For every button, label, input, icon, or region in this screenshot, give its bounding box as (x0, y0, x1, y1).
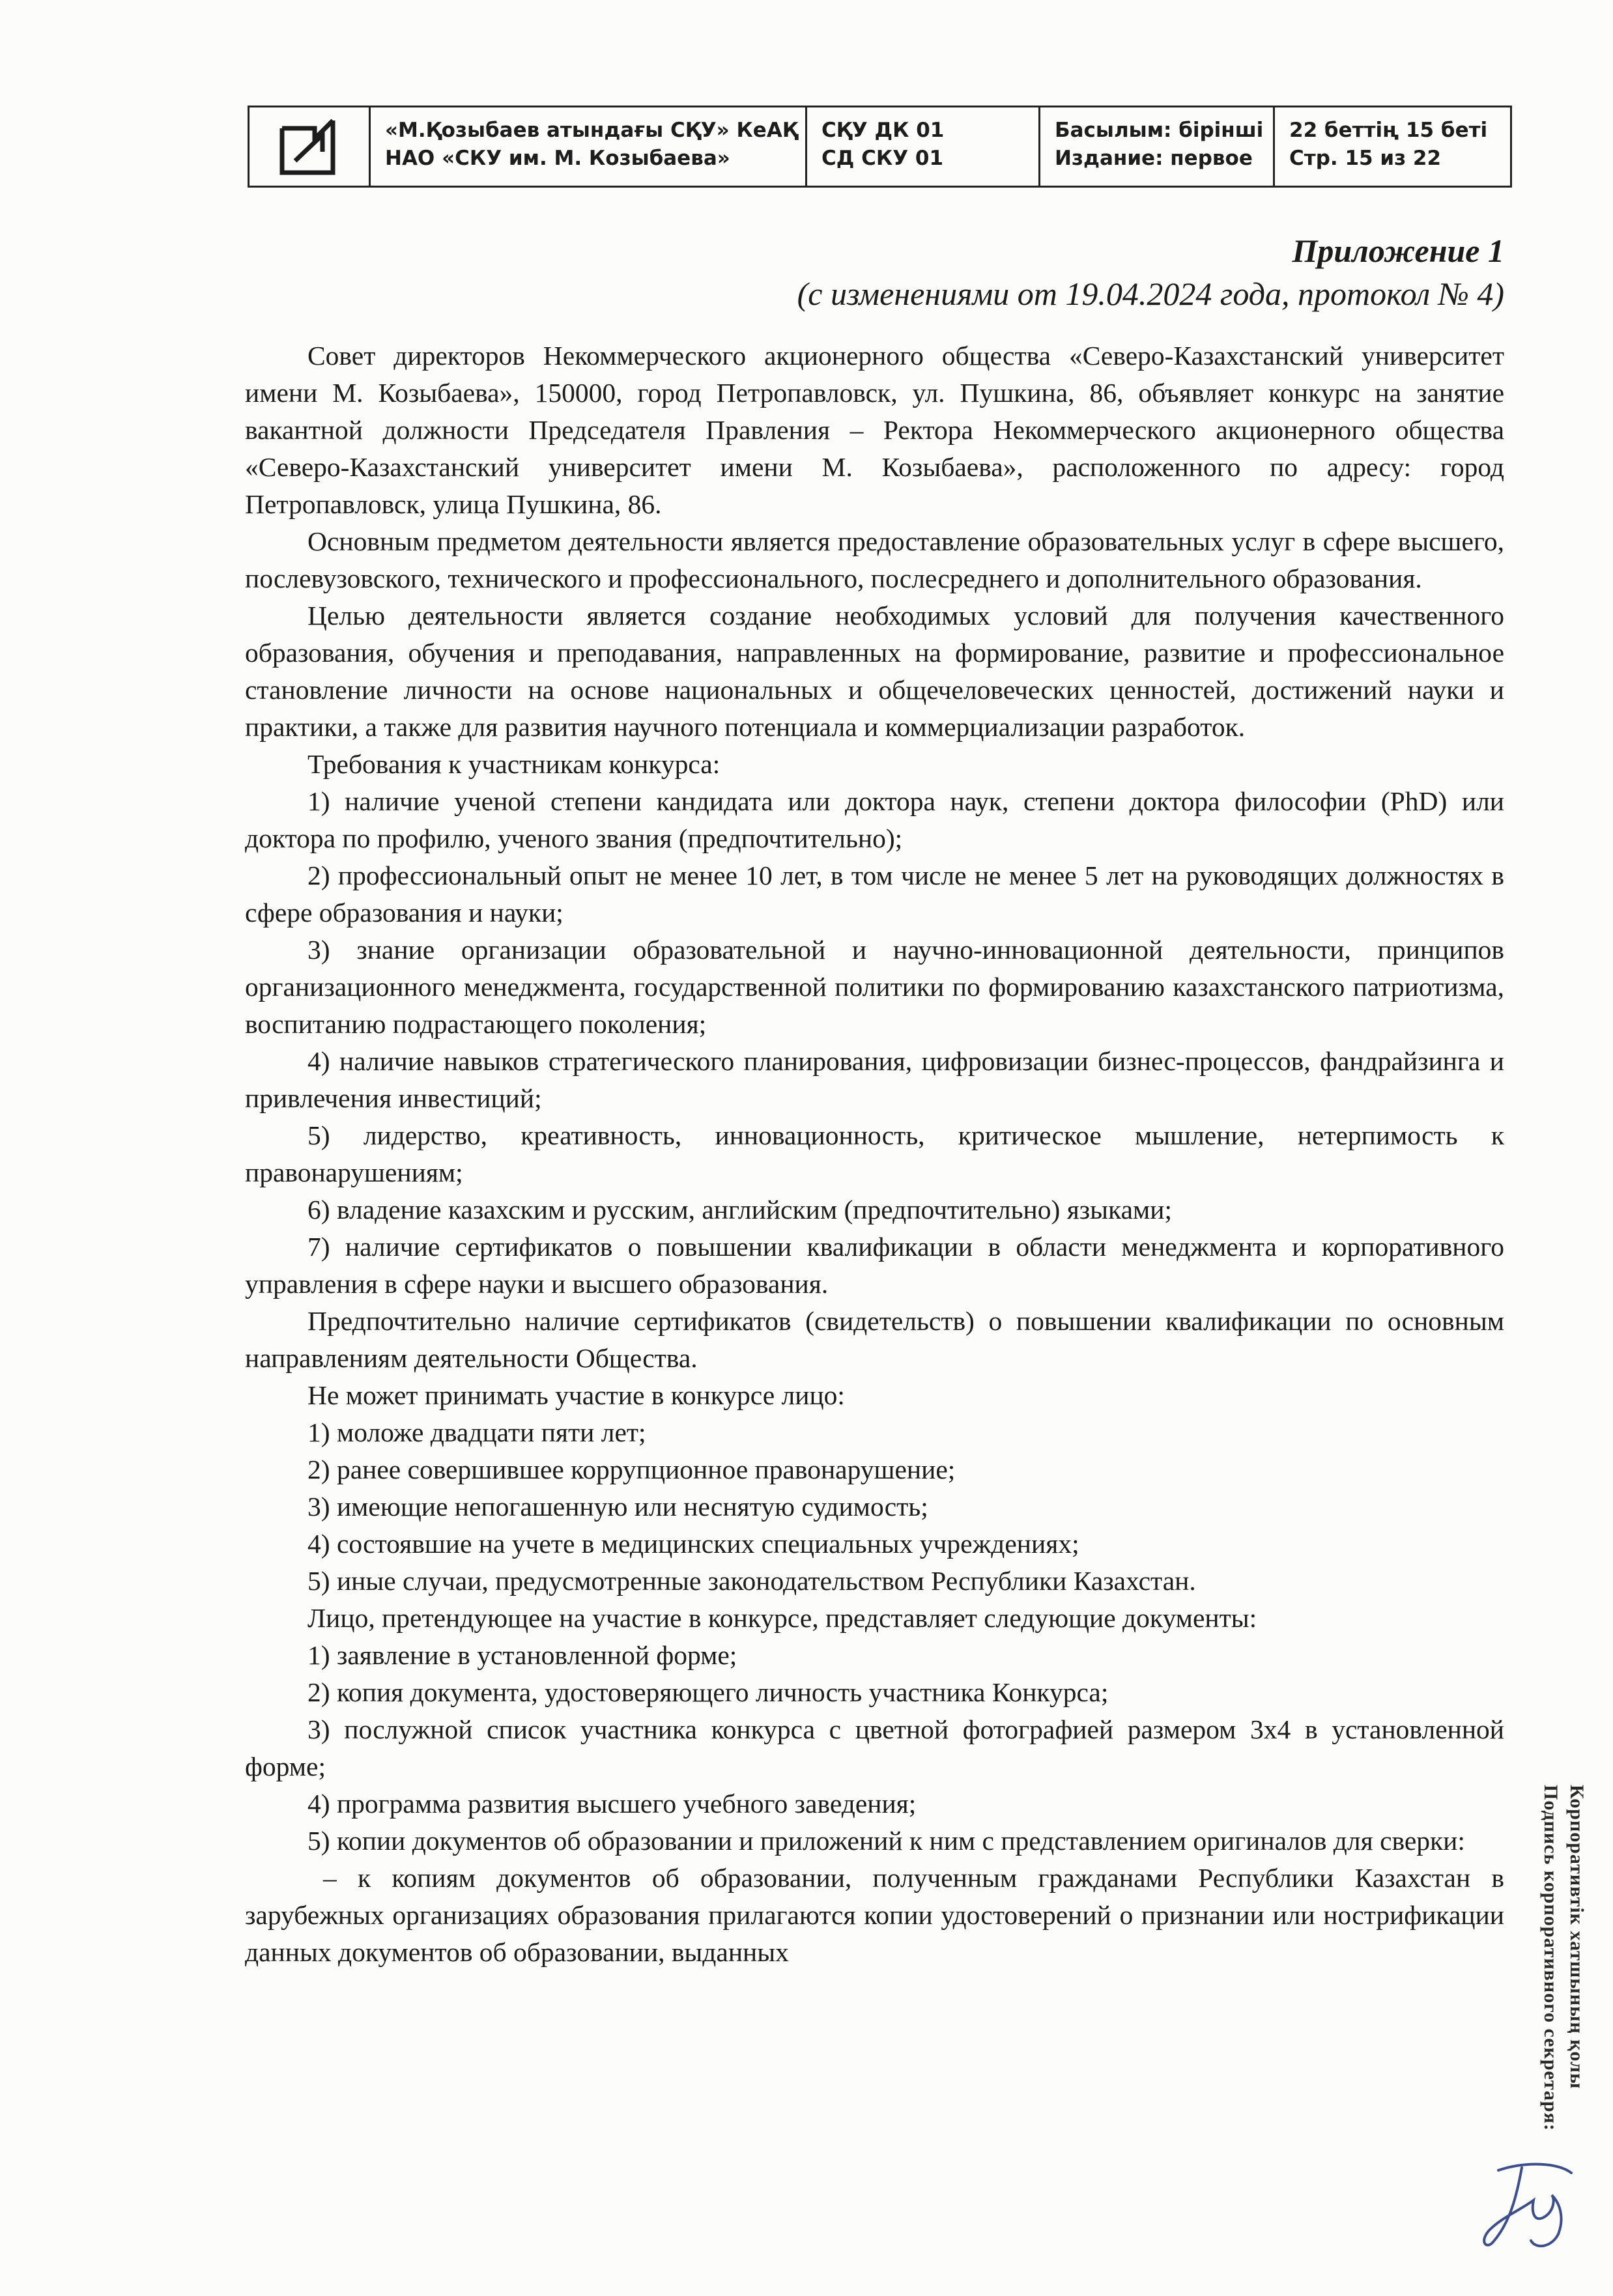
edition-ru: Издание: первое (1055, 147, 1253, 170)
dash-list-item: – к копиям документов об образовании, полученным гражданами Республики Казахстан в зарубежных организациях образования прилагаются копии удостоверений о признании или нострификации данных документов об образовании, выданных (245, 1863, 1504, 1967)
document-code-cell (807, 107, 1040, 186)
list-item: 3) знание организации образовательной и научно-инновационной деятельности, принципов организационного менеджмента, государственной политики по формированию казахстанского патриотизма, воспитанию подрастающего поколения; (245, 935, 1504, 1039)
paragraph-announcement: Совет директоров Некоммерческого акционерного общества «Северо-Казахстанский университет имени М. Козыбаева», 150000, город Петропавловск, ул. Пушкина, 86, объявляет конкурс на занятие вакантной должности Председателя Правления – Ректора Некоммерческого акционерного общества «Северо-Казахстанский университет имени М. Козыбаева», расположенного по адресу: город Петропавловск, улица Пушкина, 86. (245, 341, 1504, 519)
list-item: 2) ранее совершившее коррупционное правонарушение; (307, 1454, 956, 1484)
list-item: 5) лидерство, креативность, инновационность, критическое мышление, нетерпимость к правонарушениям; (245, 1120, 1504, 1187)
logo-cell (250, 107, 371, 186)
page-number-ru: Стр. 15 из 22 (1289, 147, 1442, 170)
documents-title: Лицо, претендующее на участие в конкурсе, представляет следующие документы: (307, 1603, 1257, 1633)
document-header-table (248, 106, 1512, 188)
page-number-kz: 22 беттің 15 беті (1289, 119, 1488, 142)
organization-name-ru: НАО «СКУ им. М. Козыбаева» (385, 147, 730, 170)
exclusions-title: Не может принимать участие в конкурсе лицо: (307, 1380, 845, 1410)
list-item: 5) иные случаи, предусмотренные законодательством Республики Казахстан. (307, 1566, 1196, 1596)
signature-image (1474, 2157, 1584, 2255)
paragraph-preference: Предпочтительно наличие сертификатов (свидетельств) о повышении квалификации по основным направлениям деятельности Общества. (245, 1306, 1504, 1373)
paragraph-activity-goal: Целью деятельности является создание необходимых условий для получения качественного образования, обучения и преподавания, направленных на формирование, развитие и профессиональное становление личности на основе национальных и общечеловеческих ценностей, достижений науки и практики, а также для развития научного потенциала и коммерциализации разработок. (245, 601, 1504, 742)
page-number-cell (1275, 107, 1510, 186)
edition-cell (1040, 107, 1275, 186)
list-item: 1) наличие ученой степени кандидата или доктора наук, степени доктора философии (PhD) или доктора по профилю, ученого звания (предпочтительно); (245, 786, 1504, 853)
list-item: 4) наличие навыков стратегического планирования, цифровизации бизнес-процессов, фандрайзинга и привлечения инвестиций; (245, 1046, 1504, 1113)
list-item: 4) состоявшие на учете в медицинских специальных учреждениях; (307, 1529, 1079, 1559)
document-body (245, 337, 1504, 1971)
organization-cell (371, 107, 807, 186)
requirements-title: Требования к участникам конкурса: (307, 749, 721, 779)
appendix-heading (797, 229, 1504, 315)
list-item: 2) профессиональный опыт не менее 10 лет, в том числе не менее 5 лет на руководящих должностях в сфере образования и науки; (245, 860, 1504, 928)
list-item: 7) наличие сертификатов о повышении квалификации в области менеджмента и корпоративного управления в сфере науки и высшего образования. (245, 1232, 1504, 1299)
appendix-title: Приложение 1 (1292, 233, 1504, 269)
document-code-ru: СД СКУ 01 (821, 147, 944, 170)
university-logo-icon (277, 115, 342, 178)
list-item: 3) послужной список участника конкурса с цветной фотографией размером 3х4 в установленной форме; (245, 1714, 1504, 1781)
organization-name-kz: «М.Қозыбаев атындағы СҚУ» КеАҚ (385, 119, 798, 142)
appendix-subtitle: (с изменениями от 19.04.2024 года, протокол № 4) (797, 276, 1504, 312)
list-item: 6) владение казахским и русским, английским (предпочтительно) языками; (307, 1195, 1173, 1225)
list-item: 1) заявление в установленной форме; (307, 1640, 737, 1670)
document-code-kz: СҚУ ДК 01 (821, 119, 945, 142)
list-item: 5) копии документов об образовании и приложений к ним с представлением оригиналов для сверки: (307, 1826, 1465, 1856)
paragraph-activity-subject: Основным предметом деятельности является предоставление образовательных услуг в сфере высшего, послевузовского, технического и профессионального, послесреднего и дополнительного образования. (245, 526, 1504, 593)
list-item: 3) имеющие непогашенную или неснятую судимость; (307, 1492, 928, 1522)
edition-kz: Басылым: бірінші (1055, 119, 1264, 142)
list-item: 1) моложе двадцати пяти лет; (307, 1417, 646, 1447)
corporate-secretary-stamp (1537, 1785, 1590, 2131)
stamp-line-ru: Подпись корпоративного секретаря: (1540, 1785, 1562, 2131)
list-item: 2) копия документа, удостоверяющего личность участника Конкурса; (307, 1677, 1109, 1707)
stamp-line-kz: Корпоративтік хатшының қолы (1566, 1785, 1588, 2090)
list-item: 4) программа развития высшего учебного заведения; (307, 1789, 917, 1819)
